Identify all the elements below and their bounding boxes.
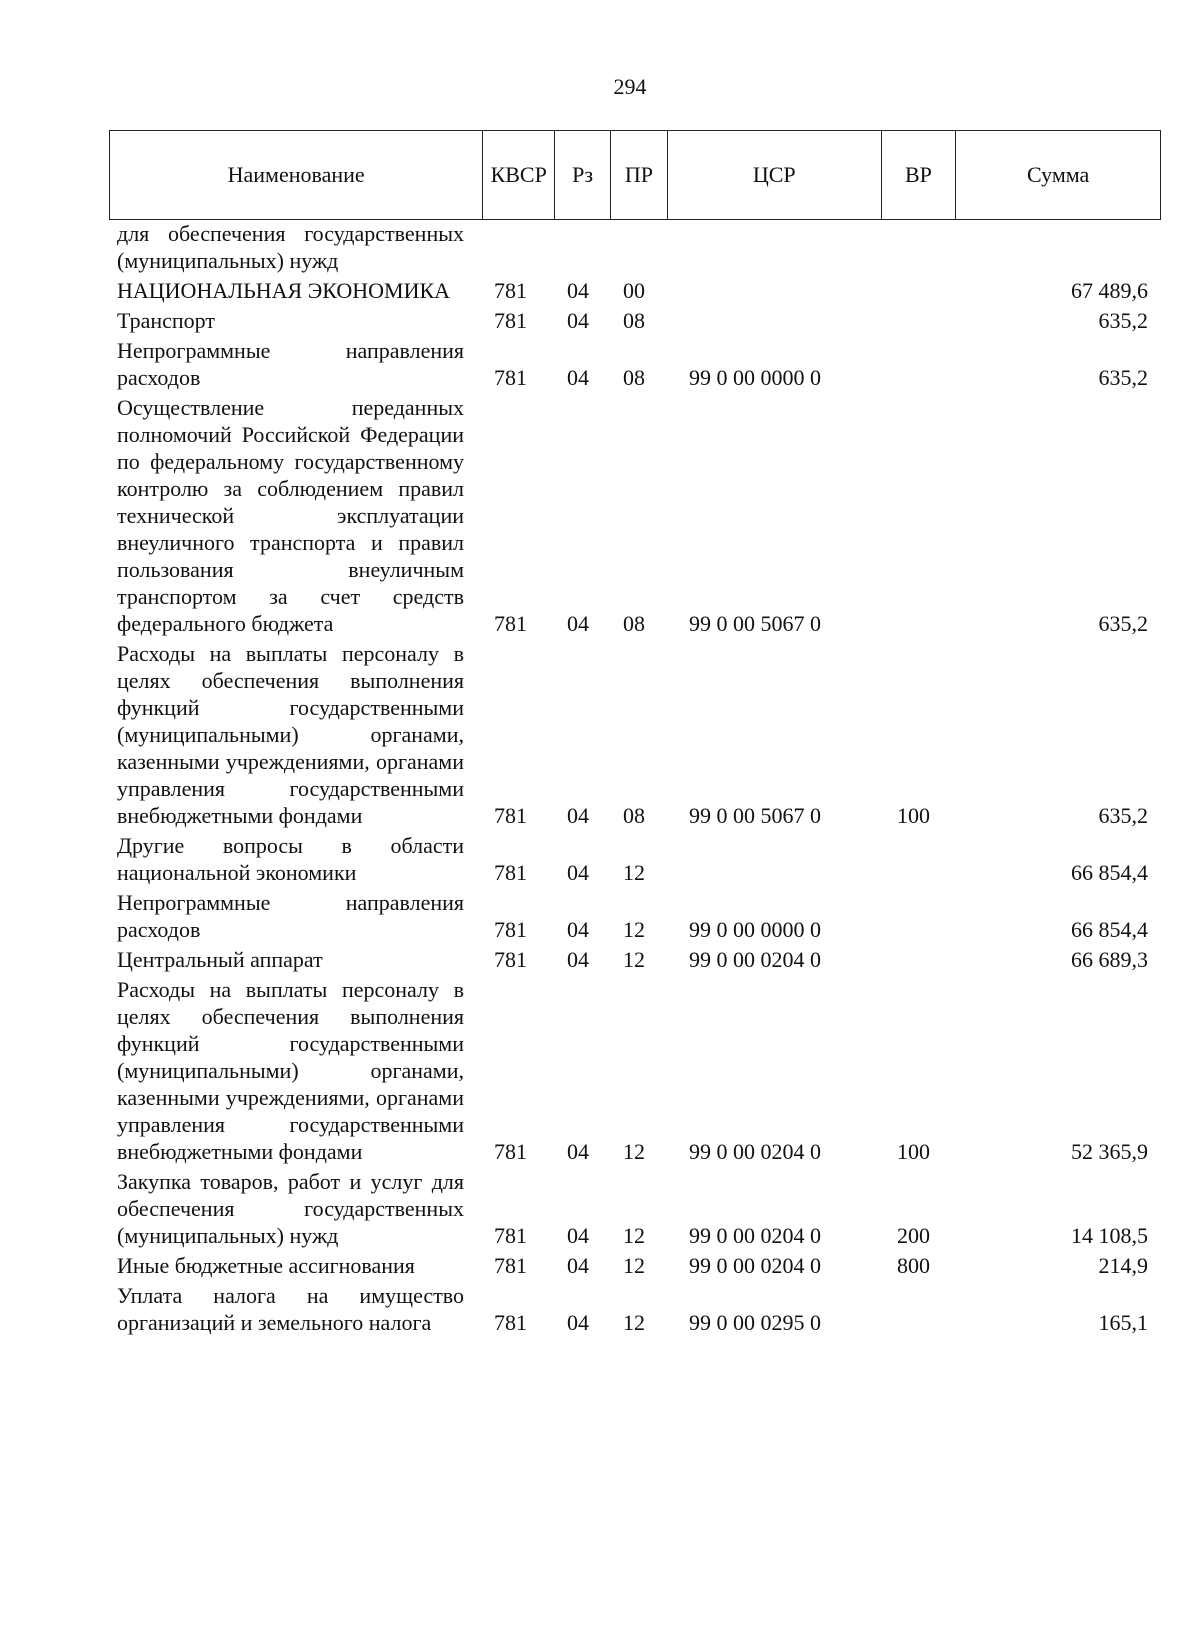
row-sum: 635,2: [1098, 365, 1148, 390]
row-name: Уплата налога на имущество организаций и земельного налога: [117, 1283, 464, 1335]
table-row: [109, 220, 1161, 274]
row-sum: 66 689,3: [1071, 947, 1148, 972]
header-pr: ПР: [611, 131, 668, 219]
row-csr: 99 0 00 0000 0: [689, 365, 821, 390]
row-pr: 00: [623, 278, 645, 303]
table-row: [109, 889, 1161, 943]
row-kvsr: 781: [494, 803, 527, 828]
row-kvsr: 781: [494, 1310, 527, 1335]
row-name: НАЦИОНАЛЬНАЯ ЭКОНОМИКА: [117, 278, 451, 303]
header-name: Наименование: [110, 131, 483, 219]
table-row: [109, 1252, 1161, 1279]
row-csr: 99 0 00 0204 0: [689, 1139, 821, 1164]
header-vr: ВР: [882, 131, 957, 219]
row-name: для обеспечения государственных (муниципальных) нужд: [117, 221, 464, 273]
row-pr: 12: [623, 1310, 645, 1335]
row-sum: 66 854,4: [1071, 917, 1148, 942]
row-rz: 04: [567, 611, 589, 636]
row-name: Закупка товаров, работ и услуг для обеспечения государственных (муниципальных) нужд: [117, 1169, 464, 1248]
row-vr: 100: [897, 803, 930, 828]
row-csr: 99 0 00 0204 0: [689, 1223, 821, 1248]
header-csr: ЦСР: [668, 131, 882, 219]
table-row: [109, 640, 1161, 829]
table-row: [109, 1168, 1161, 1249]
row-pr: 08: [623, 611, 645, 636]
row-csr: 99 0 00 0295 0: [689, 1310, 821, 1335]
table-row: [109, 1282, 1161, 1336]
table-row: [109, 946, 1161, 973]
row-rz: 04: [567, 947, 589, 972]
row-name: Другие вопросы в области национальной экономики: [117, 833, 464, 885]
table-row: [109, 307, 1161, 334]
row-name: Непрограммные направления расходов: [117, 338, 464, 390]
row-name: Иные бюджетные ассигнования: [117, 1253, 415, 1278]
row-rz: 04: [567, 1223, 589, 1248]
budget-table-body: [109, 220, 1161, 1339]
table-header: [109, 130, 1161, 220]
row-pr: 12: [623, 1139, 645, 1164]
row-sum: 67 489,6: [1071, 278, 1148, 303]
row-sum: 52 365,9: [1071, 1139, 1148, 1164]
row-sum: 635,2: [1098, 308, 1148, 333]
row-rz: 04: [567, 917, 589, 942]
row-rz: 04: [567, 860, 589, 885]
row-csr: 99 0 00 5067 0: [689, 803, 821, 828]
row-pr: 12: [623, 947, 645, 972]
row-kvsr: 781: [494, 278, 527, 303]
row-name: Непрограммные направления расходов: [117, 890, 464, 942]
row-pr: 08: [623, 803, 645, 828]
row-pr: 12: [623, 917, 645, 942]
table-row: [109, 277, 1161, 304]
row-kvsr: 781: [494, 365, 527, 390]
page-number: 294: [613, 74, 647, 99]
row-pr: 12: [623, 860, 645, 885]
row-pr: 12: [623, 1223, 645, 1248]
row-name: Расходы на выплаты персоналу в целях обеспечения выполнения функций государственными (муниципальными) органами, казенными учреждениями, органами управления государственными внебюджетными фондами: [117, 977, 464, 1164]
row-kvsr: 781: [494, 1253, 527, 1278]
row-vr: 100: [897, 1139, 930, 1164]
header-sum: Сумма: [1027, 162, 1090, 187]
row-csr: 99 0 00 0204 0: [689, 947, 821, 972]
row-rz: 04: [567, 1253, 589, 1278]
row-pr: 08: [623, 365, 645, 390]
header-rz: Рз: [555, 131, 611, 219]
row-name: Осуществление переданных полномочий Российской Федерации по федеральному государственному контролю за соблюдением правил технической эксплуатации внеуличного транспорта и правил пользования внеуличным транспортом за счет средств федерального бюджета: [117, 395, 464, 636]
table-row: [109, 394, 1161, 637]
row-sum: 66 854,4: [1071, 860, 1148, 885]
row-sum: 165,1: [1098, 1310, 1148, 1335]
row-kvsr: 781: [494, 1139, 527, 1164]
table-row: [109, 832, 1161, 886]
row-vr: 200: [897, 1223, 930, 1248]
row-vr: 800: [897, 1253, 930, 1278]
header-kvsr: КВСР: [483, 131, 555, 219]
row-name: Транспорт: [117, 308, 216, 333]
row-kvsr: 781: [494, 947, 527, 972]
row-name: Расходы на выплаты персоналу в целях обеспечения выполнения функций государственными (муниципальными) органами, казенными учреждениями, органами управления государственными внебюджетными фондами: [117, 641, 464, 828]
row-rz: 04: [567, 278, 589, 303]
row-pr: 12: [623, 1253, 645, 1278]
row-rz: 04: [567, 1139, 589, 1164]
row-kvsr: 781: [494, 308, 527, 333]
row-kvsr: 781: [494, 860, 527, 885]
row-csr: 99 0 00 0000 0: [689, 917, 821, 942]
row-sum: 635,2: [1098, 611, 1148, 636]
row-rz: 04: [567, 803, 589, 828]
row-sum: 214,9: [1098, 1253, 1148, 1278]
table-row: [109, 337, 1161, 391]
row-rz: 04: [567, 1310, 589, 1335]
row-pr: 08: [623, 308, 645, 333]
row-sum: 14 108,5: [1071, 1223, 1148, 1248]
row-sum: 635,2: [1098, 803, 1148, 828]
row-rz: 04: [567, 308, 589, 333]
row-kvsr: 781: [494, 1223, 527, 1248]
row-kvsr: 781: [494, 611, 527, 636]
row-kvsr: 781: [494, 917, 527, 942]
table-row: [109, 976, 1161, 1165]
row-rz: 04: [567, 365, 589, 390]
row-csr: 99 0 00 5067 0: [689, 611, 821, 636]
row-name: Центральный аппарат: [117, 947, 323, 972]
row-csr: 99 0 00 0204 0: [689, 1253, 821, 1278]
